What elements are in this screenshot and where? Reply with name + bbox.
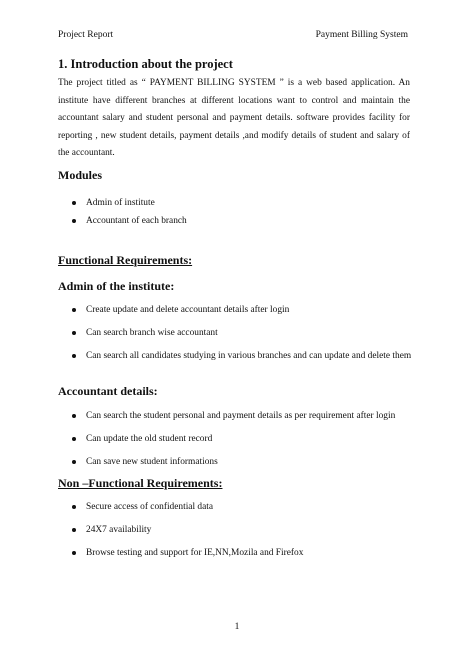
bullet-icon: [72, 201, 76, 205]
functional-requirements-heading: Functional Requirements:: [58, 253, 193, 267]
list-item: Create update and delete accountant details after login: [72, 303, 412, 317]
admin-heading: Admin of the institute:: [58, 279, 175, 293]
bullet-icon: [72, 308, 76, 312]
bullet-icon: [72, 331, 76, 335]
accountant-list: [72, 409, 412, 469]
bullet-icon: [72, 505, 76, 509]
list-item: Admin of institute: [72, 196, 412, 210]
bullet-icon: [72, 354, 76, 358]
bullet-icon: [72, 528, 76, 532]
modules-list: [72, 196, 412, 228]
list-item: 24X7 availability: [72, 523, 412, 537]
header-right-title: Payment Billing System: [315, 30, 408, 40]
list-item: Secure access of confidential data: [72, 500, 412, 514]
list-item: Can save new student informations: [72, 455, 412, 469]
non-functional-list: [72, 500, 412, 560]
bullet-icon: [72, 414, 76, 418]
bullet-icon: [72, 460, 76, 464]
introduction-heading: 1. Introduction about the project: [58, 57, 233, 71]
page-number: 1: [234, 622, 240, 632]
list-item: Can update the old student record: [72, 432, 412, 446]
admin-list: [72, 303, 412, 363]
list-item: Can search branch wise accountant: [72, 326, 412, 340]
list-item: Accountant of each branch: [72, 214, 412, 228]
bullet-icon: [72, 437, 76, 441]
list-item: Can search all candidates studying in various branches and can update and delete them: [72, 349, 412, 363]
bullet-icon: [72, 551, 76, 555]
non-functional-requirements-heading: Non –Functional Requirements:: [58, 476, 223, 490]
modules-heading: Modules: [58, 168, 103, 182]
accountant-heading: Accountant details:: [58, 384, 158, 398]
bullet-icon: [72, 219, 76, 223]
header-left-title: Project Report: [58, 30, 114, 40]
list-item: Can search the student personal and payment details as per requirement after login: [72, 409, 412, 423]
list-item: Browse testing and support for IE,NN,Mozila and Firefox: [72, 546, 412, 560]
introduction-paragraph: The project titled as “ PAYMENT BILLING SYSTEM ” is a web based application. An institute have different branches at different locations want to control and maintain the accountant salary and student personal and payment details. software provides facility for reporting , new student details, payment details ,and modify details of student and salary of the accountant.: [58, 78, 410, 159]
